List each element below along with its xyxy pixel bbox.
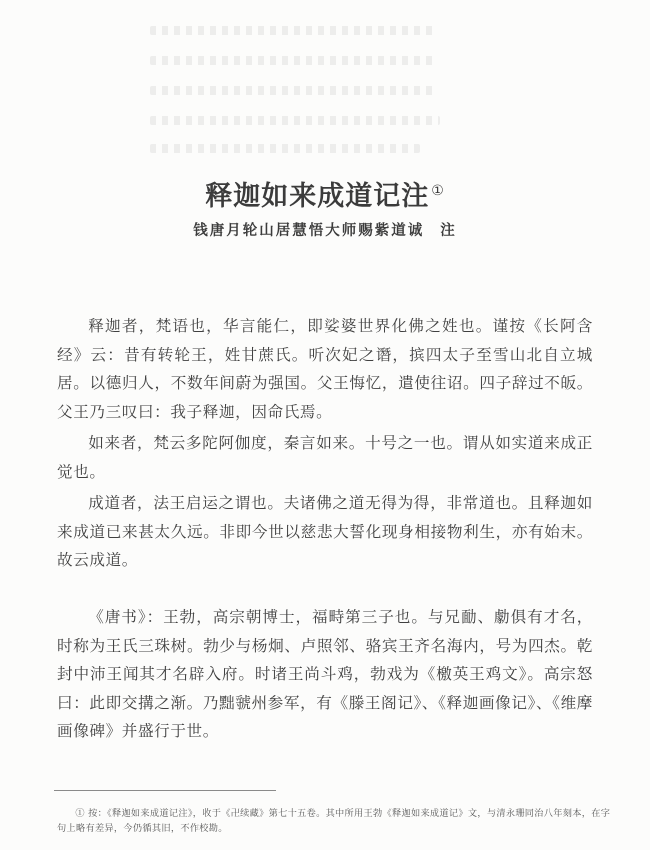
page-title	[0, 174, 650, 213]
title-footnote-marker[interactable]: ①	[431, 183, 445, 199]
byline-role: 注	[440, 222, 457, 239]
byline-author: 钱唐月轮山居慧悟大师赐紫道诚	[193, 222, 425, 239]
commentary-section	[57, 312, 593, 575]
paragraph-wangbo: 《唐书》：王勃，高宗朝博士，福畤第三子也。与兄勔、勮俱有才名，时称为王氏三珠树。勃少与杨炯、卢照邻、骆宾王齐名海内，号为四杰。乾封中沛王闻其才名辟入府。时诸王尚斗鸡，勃戏为《檄英王鸡文》。高宗怒曰：此即交搆之渐。乃黜虢州参军，有《滕王阁记》、《释迦画像记》、《维摩画像碑》并盛行于世。	[57, 608, 593, 740]
footnote-divider	[54, 790, 276, 791]
footnote	[57, 806, 617, 836]
paragraph-rulai: 如来者，梵云多陀阿伽度，秦言如来。十号之一也。谓从如实道来成正觉也。	[57, 434, 593, 481]
title-text: 释迦如来成道记注	[205, 181, 430, 212]
footnote-text: ① 按：《释迦如来成道记注》，收于《卍续藏》第七十五卷。其中所用王勃《释迦如来成道记》文，与清永珊同治八年刻本，在字句上略有差异，今仍循其旧，不作校勘。	[57, 808, 611, 834]
bleed-through-text	[150, 12, 450, 162]
paragraph-chengdao: 成道者，法王启运之谓也。夫诸佛之道无得为得，非常道也。且释迦如来成道已来甚太久远。非即今世以慈悲大誓化现身相接物利生，亦有始末。故云成道。	[57, 494, 593, 569]
paragraph-shijia: 释迦者，梵语也，华言能仁，即娑婆世界化佛之姓也。谨按《长阿含经》云：昔有转轮王，姓甘蔗氏。听次妃之谮，摈四太子至雪山北自立城居。以德归人，不数年间蔚为强国。父王悔忆，遣使往诏。四子辞过不皈。父王乃三叹曰：我子释迦，因命氏焉。	[57, 317, 593, 421]
author-biography-section	[57, 603, 593, 746]
byline	[0, 219, 650, 240]
